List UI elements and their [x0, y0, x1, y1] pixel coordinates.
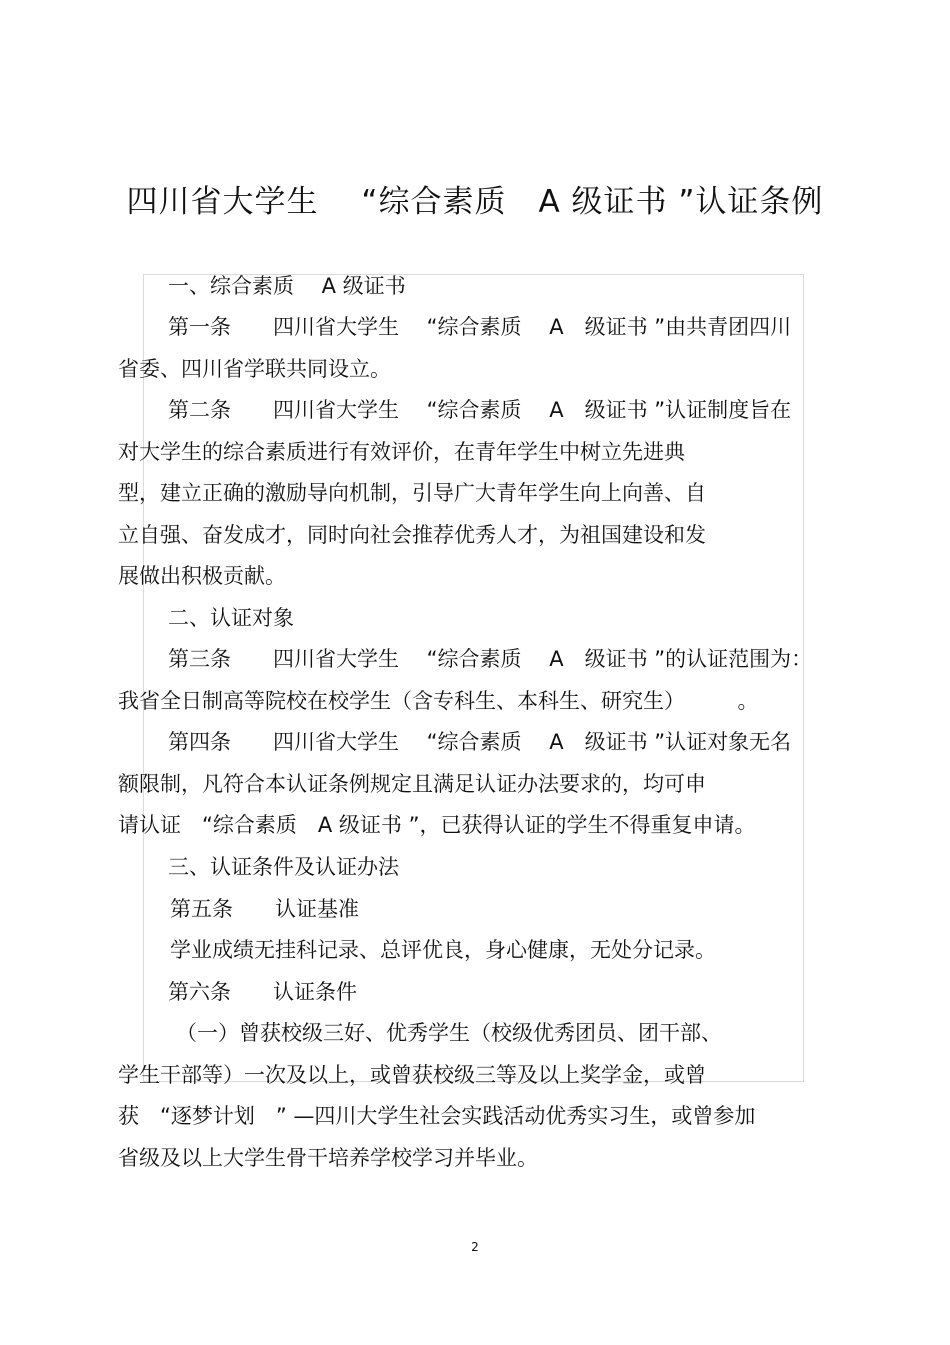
- condition-1-line-4: 省级及以上大学生骨干培养学校学习并毕业。: [118, 1146, 538, 1170]
- article-5-body: 学业成绩无挂科记录、总评优良，身心健康，无处分记录。: [170, 938, 716, 962]
- article-2-line-4: 立自强、奋发成才，同时向社会推荐优秀人才，为祖国建设和发: [118, 523, 706, 547]
- article-2-line-2: 对大学生的综合素质进行有效评价，在青年学生中树立先进典: [118, 440, 685, 464]
- article-1-line-1: 第一条 四川省大学生 “综合素质 A 级证书 ”由共青团四川: [168, 315, 792, 339]
- article-4-line-1: 第四条 四川省大学生 “综合素质 A 级证书 ”认证对象无名: [168, 730, 792, 754]
- article-5-heading: 第五条 认证基准: [170, 897, 359, 921]
- article-2-line-1: 第二条 四川省大学生 “综合素质 A 级证书 ”认证制度旨在: [168, 398, 792, 422]
- article-6-heading: 第六条 认证条件: [168, 980, 357, 1004]
- condition-1-line-1: （一）曾获校级三好、优秀学生（校级优秀团员、团干部、: [176, 1021, 722, 1045]
- document-title: 四川省大学生 “综合素质 A 级证书 ”认证条例: [126, 184, 824, 220]
- section-heading-2: 二、认证对象: [168, 606, 294, 630]
- condition-1-line-3: 获 “逐梦计划 ” —四川大学生社会实践活动优秀实习生，或曾参加: [118, 1104, 756, 1128]
- article-4-line-3: 请认证 “综合素质 A 级证书 ”，已获得认证的学生不得重复申请。: [118, 813, 756, 837]
- page-number: 2: [471, 1240, 479, 1254]
- section-heading-1: 一、综合素质 A 级证书: [168, 274, 406, 298]
- article-4-line-2: 额限制，凡符合本认证条例规定且满足认证办法要求的，均可申: [118, 772, 706, 796]
- condition-1-line-2: 学生干部等）一次及以上，或曾获校级三等及以上奖学金，或曾: [118, 1063, 706, 1087]
- section-heading-3: 三、认证条件及认证办法: [168, 855, 399, 879]
- article-3-line-2: 我省全日制高等院校在校学生（含专科生、本科生、研究生） 。: [118, 689, 759, 713]
- article-2-line-3: 型，建立正确的激励导向机制，引导广大青年学生向上向善、自: [118, 481, 706, 505]
- article-3-line-1: 第三条 四川省大学生 “综合素质 A 级证书 ”的认证范围为：: [168, 647, 813, 671]
- article-1-line-2: 省委、四川省学联共同设立。: [118, 357, 391, 381]
- article-2-line-5: 展做出积极贡献。: [118, 564, 286, 588]
